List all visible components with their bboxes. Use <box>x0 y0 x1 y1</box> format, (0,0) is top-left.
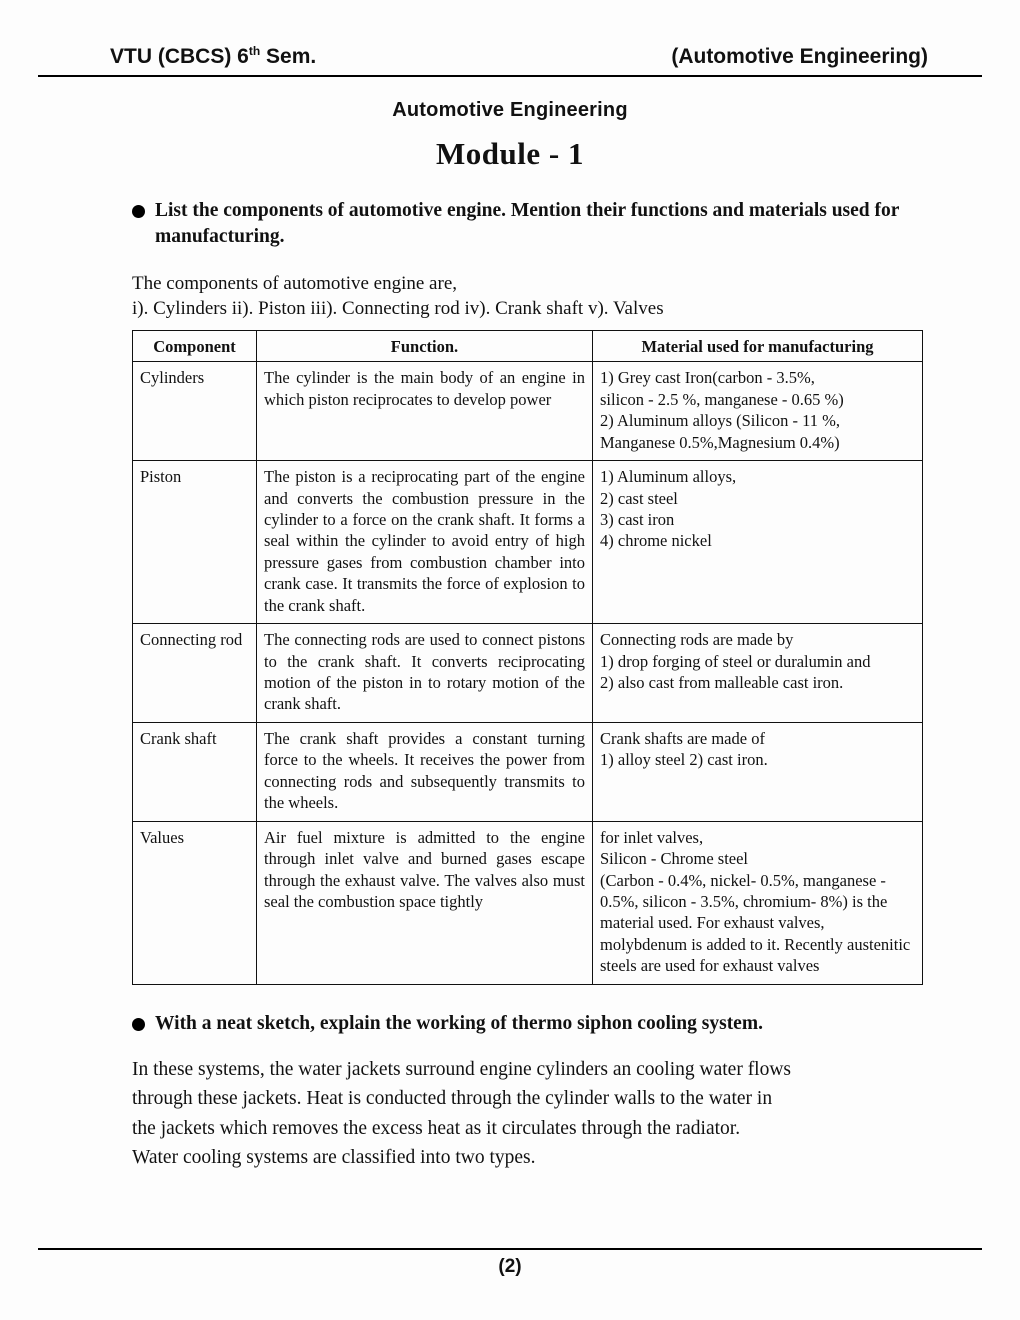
module-title: Module - 1 <box>436 136 584 171</box>
material-line: Crank shafts are made of <box>600 728 765 748</box>
page-footer <box>38 1248 982 1278</box>
answer-line-3: the jackets which removes the excess heat as it circulates through the radiator. <box>132 1117 741 1139</box>
material-line: 1) alloy steel 2) cast iron. <box>600 750 768 770</box>
footer-divider <box>38 1248 982 1250</box>
cell-function: Air fuel mixture is admitted to the engine through inlet valve and burned gases escape through the exhaust valve. The valves also must seal the combustion space tightly <box>257 821 593 984</box>
material-line: 4) chrome nickel <box>600 531 712 551</box>
page-content <box>38 44 982 1276</box>
page-header <box>38 44 982 75</box>
subject-title: Automotive Engineering <box>392 99 628 121</box>
material-line: for inlet valves, <box>600 827 704 847</box>
material-line: (Carbon - 0.4%, nickel- 0.5%, manganese - 0.5%, silicon - 3.5%, chromium- 8%) is the material used. For exhaust valves, molybdenum is added to it. Recently austenitic steels are used for exhaust valves <box>600 870 911 976</box>
cell-component: Values <box>133 821 257 984</box>
material-line: Connecting rods are made by <box>600 630 794 650</box>
header-right: (Automotive Engineering) <box>671 45 928 68</box>
table-header-component: Component <box>133 330 257 361</box>
material-line: 1) drop forging of steel or duralumin and <box>600 651 871 671</box>
bullet-icon <box>132 205 145 218</box>
material-line: Manganese 0.5%,Magnesium 0.4%) <box>600 432 840 452</box>
question-2 <box>38 1011 982 1037</box>
question-1-text: List the components of automotive engine. Mention their functions and materials used for manufacturing. <box>155 200 900 248</box>
header-course-suffix: Sem. <box>260 45 317 68</box>
question-1 <box>38 198 982 251</box>
answer-line-1: In these systems, the water jackets surround engine cylinders an cooling water flows <box>132 1059 792 1081</box>
cell-material <box>593 821 923 984</box>
header-course-sup: th <box>248 44 261 58</box>
cell-material <box>593 722 923 821</box>
cell-function: The crank shaft provides a constant turning force to the wheels. It receives the power from connecting rods and subsequently transmits to the wheels. <box>257 722 593 821</box>
cell-component: Piston <box>133 461 257 624</box>
table-header-row <box>133 330 923 361</box>
answer-line-4: Water cooling systems are classified into two types. <box>132 1146 536 1168</box>
cell-component: Cylinders <box>133 362 257 461</box>
intro-paragraph <box>38 271 982 322</box>
components-table <box>132 330 923 985</box>
material-line: 1) Grey cast Iron(carbon - 3.5%, <box>600 368 815 388</box>
header-course-prefix: VTU (CBCS) 6 <box>110 45 249 68</box>
table-header-function: Function. <box>257 330 593 361</box>
cell-component: Crank shaft <box>133 722 257 821</box>
table-row <box>133 624 923 723</box>
intro-line-1: The components of automotive engine are, <box>132 272 458 294</box>
material-line: 1) Aluminum alloys, <box>600 467 737 487</box>
table-header-material: Material used for manufacturing <box>593 330 923 361</box>
material-line: Silicon - Chrome steel <box>600 849 749 869</box>
bullet-icon <box>132 1018 145 1031</box>
header-left <box>110 44 316 69</box>
cell-function: The piston is a reciprocating part of the engine and converts the combustion pressure in the cylinder to a force on the crank shaft. It forms a seal within the cylinder to avoid entry of high pressure gases from combustion chamber into crank case. It transmits the force of explosion to the crank shaft. <box>257 461 593 624</box>
cell-function: The cylinder is the main body of an engine in which piston reciprocates to develop power <box>257 362 593 461</box>
material-line: silicon - 2.5 %, manganese - 0.65 %) <box>600 389 844 409</box>
question-2-text: With a neat sketch, explain the working of thermo siphon cooling system. <box>155 1012 763 1034</box>
table-row <box>133 722 923 821</box>
material-line: 2) also cast from malleable cast iron. <box>600 673 844 693</box>
intro-line-2: i). Cylinders ii). Piston iii). Connecting rod iv). Crank shaft v). Valves <box>132 298 664 320</box>
answer-2-paragraph <box>38 1055 982 1172</box>
cell-material <box>593 362 923 461</box>
cell-material <box>593 461 923 624</box>
cell-material <box>593 624 923 723</box>
table-row <box>133 362 923 461</box>
table-row <box>133 461 923 624</box>
header-divider <box>38 75 982 77</box>
cell-function: The connecting rods are used to connect pistons to the crank shaft. It converts reciprocating motion of the piston in to rotary motion of the crank shaft. <box>257 624 593 723</box>
material-line: 2) cast steel <box>600 488 678 508</box>
cell-component: Connecting rod <box>133 624 257 723</box>
material-line: 3) cast iron <box>600 509 675 529</box>
table-row <box>133 821 923 984</box>
page-number: (2) <box>498 1256 522 1277</box>
answer-line-2: through these jackets. Heat is conducted through the cylinder walls to the water in <box>132 1088 773 1110</box>
material-line: 2) Aluminum alloys (Silicon - 11 %, <box>600 411 840 431</box>
